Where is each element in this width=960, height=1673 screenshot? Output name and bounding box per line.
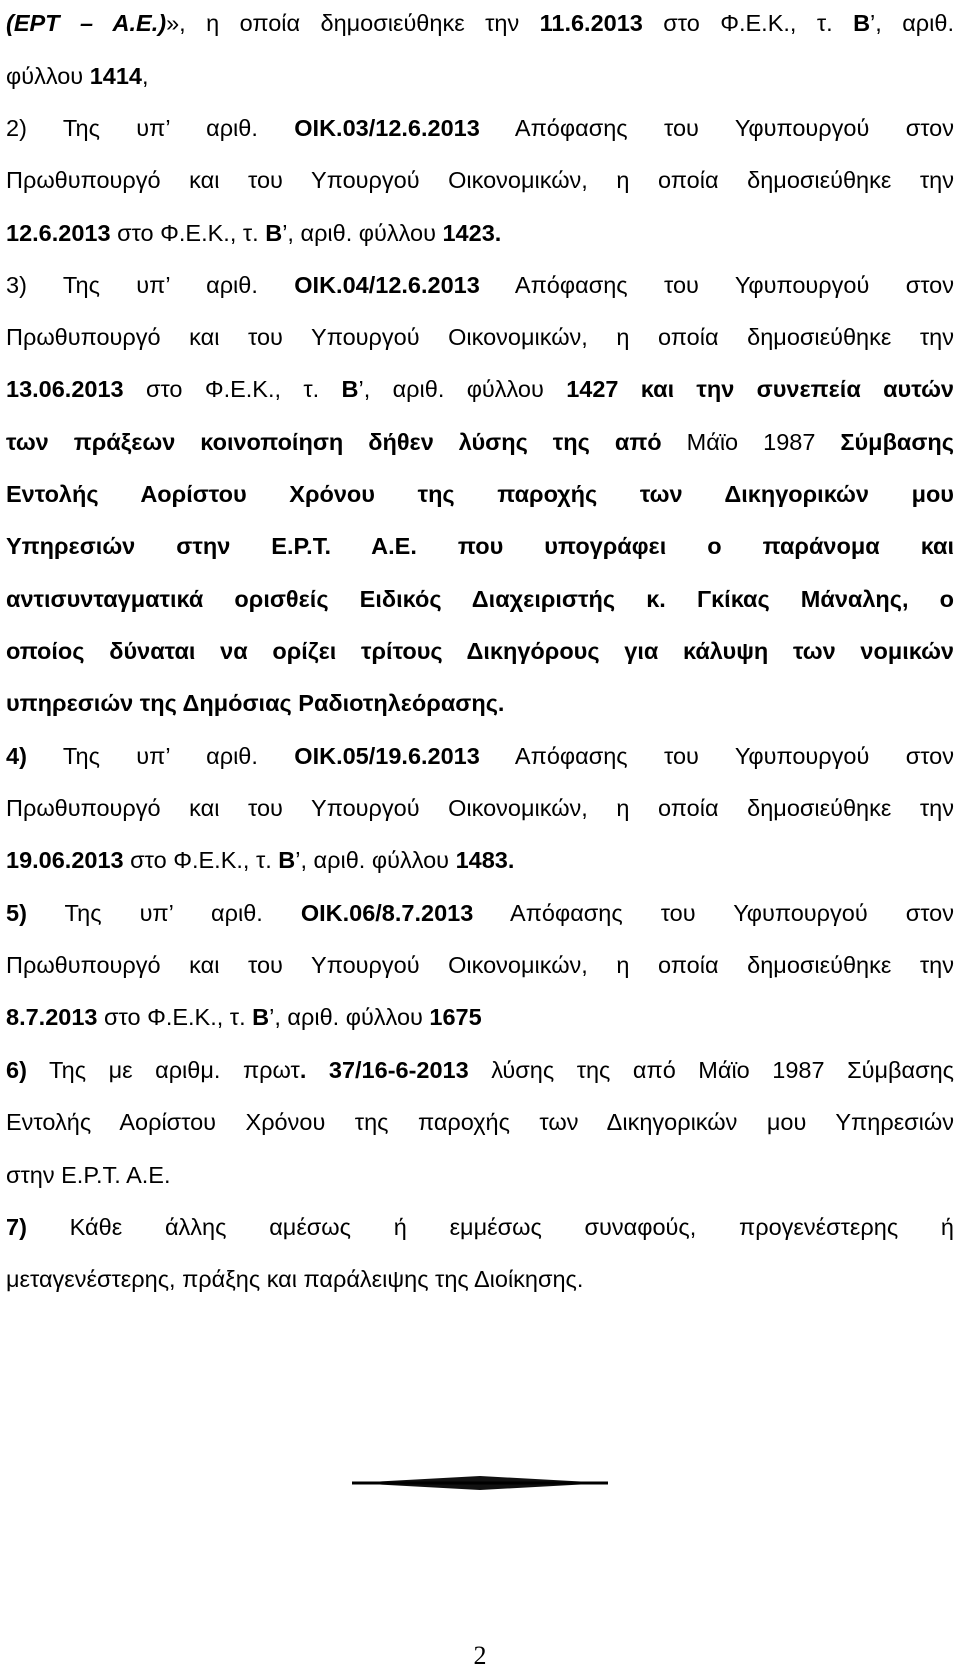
text-line-20: [6, 990, 954, 1044]
text-segment: 5): [6, 900, 27, 926]
text-segment: ΟΙΚ.04/12.6.2013: [294, 272, 480, 298]
text-line-11: [6, 519, 954, 573]
text-segment: Υπηρεσιών στην Ε.Ρ.Τ. Α.Ε. που υπογράφει ο παράνομα και: [6, 533, 954, 559]
text-line-3: [6, 101, 954, 155]
text-segment: Της υπ’ αριθ.: [26, 743, 295, 769]
text-segment: 1483.: [455, 847, 515, 873]
text-segment: 3) Της υπ’ αριθ.: [6, 272, 295, 298]
text-line-8: [6, 362, 954, 416]
text-segment: ΟΙΚ.05/19.6.2013: [294, 743, 480, 769]
text-segment: Πρωθυπουργό και του Υπουργού Οικονομικών, η οποία δημοσιεύθηκε την: [6, 167, 954, 193]
text-segment: ’, αριθ. φύλλου: [358, 376, 567, 402]
text-line-14: [6, 676, 954, 730]
text-segment: ,: [141, 63, 149, 89]
text-segment: 6): [6, 1057, 27, 1083]
text-segment: Της υπ’ αριθ.: [26, 900, 301, 926]
text-segment: 2) Της υπ’ αριθ.: [6, 115, 295, 141]
text-segment: Β: [278, 847, 296, 873]
text-line-19: [6, 938, 954, 992]
text-segment: 19.06.2013: [6, 847, 124, 873]
text-segment: αντισυνταγματικά ορισθείς Ειδικός Διαχειριστής κ. Γκίκας Μάναλης, ο: [6, 586, 954, 612]
text-segment: 13.06.2013: [6, 376, 124, 402]
text-segment: 7): [6, 1214, 27, 1240]
text-line-2: [6, 49, 954, 103]
text-segment: . 37/16-6-2013: [299, 1057, 469, 1083]
text-line-6: [6, 258, 954, 312]
text-segment: 1423.: [442, 220, 502, 246]
text-segment: Β: [853, 10, 871, 36]
text-segment: στο Φ.Ε.Κ., τ.: [97, 1004, 253, 1030]
text-line-25: [6, 1252, 954, 1306]
text-segment: Της με αριθμ. πρωτ: [26, 1057, 300, 1083]
text-line-10: [6, 467, 954, 521]
text-segment: οποίος δύναται να ορίζει τρίτους Δικηγόρους για κάλυψη των νομικών: [6, 638, 954, 664]
text-segment: Β: [265, 220, 283, 246]
text-segment: Β: [252, 1004, 270, 1030]
text-segment: 1427 και την συνεπεία αυτών: [566, 376, 954, 402]
text-segment: υπηρεσιών της Δημόσιας Ραδιοτηλεόρασης.: [6, 690, 505, 716]
text-line-5: [6, 206, 954, 260]
text-line-13: [6, 624, 954, 678]
text-segment: Εντολής Αορίστου Χρόνου της παροχής των Δικηγορικών μου Υπηρεσιών: [6, 1109, 954, 1135]
text-segment: 8.7.2013: [6, 1004, 98, 1030]
text-line-4: [6, 153, 954, 207]
text-segment: λύσης της από Μάϊο 1987 Σύμβασης: [468, 1057, 954, 1083]
text-segment: 12.6.2013: [6, 220, 111, 246]
text-segment: ’, αριθ. φύλλου: [282, 220, 443, 246]
text-line-21: [6, 1043, 954, 1097]
text-segment: ΟΙΚ.03/12.6.2013: [294, 115, 480, 141]
text-segment: 4): [6, 743, 27, 769]
text-segment: μεταγενέστερης, πράξης και παράλειψης της Διοίκησης.: [6, 1266, 584, 1292]
text-segment: Απόφασης του Υφυπουργού στον: [479, 743, 954, 769]
text-line-7: [6, 310, 954, 364]
text-segment: Απόφασης του Υφυπουργού στον: [479, 272, 954, 298]
text-line-18: [6, 886, 954, 940]
text-segment: 1675: [429, 1004, 482, 1030]
text-segment: Σύμβασης: [840, 429, 954, 455]
text-segment: 1414: [89, 63, 142, 89]
text-segment: », η οποία δημοσιεύθηκε την: [166, 10, 540, 36]
text-line-9: [6, 415, 954, 469]
text-line-15: [6, 729, 954, 783]
text-line-16: [6, 781, 954, 835]
text-segment: στο Φ.Ε.Κ., τ.: [110, 220, 266, 246]
text-segment: στο Φ.Ε.Κ., τ.: [123, 847, 279, 873]
text-line-23: [6, 1148, 954, 1202]
text-segment: Εντολής Αορίστου Χρόνου της παροχής των Δικηγορικών μου: [6, 481, 954, 507]
text-segment: Β: [341, 376, 359, 402]
text-segment: στο Φ.Ε.Κ., τ.: [642, 10, 854, 36]
text-segment: 11.6.2013: [539, 10, 643, 36]
text-segment: των πράξεων κοινοποίηση δήθεν λύσης της από: [6, 429, 687, 455]
text-segment: Πρωθυπουργό και του Υπουργού Οικονομικών, η οποία δημοσιεύθηκε την: [6, 795, 954, 821]
text-segment: Πρωθυπουργό και του Υπουργού Οικονομικών, η οποία δημοσιεύθηκε την: [6, 324, 954, 350]
text-segment: στο Φ.Ε.Κ., τ.: [123, 376, 342, 402]
text-line-1: [6, 0, 954, 50]
text-segment: ’, αριθ. φύλλου: [269, 1004, 430, 1030]
text-line-17: [6, 833, 954, 887]
text-segment: (ΕΡΤ – Α.Ε.): [6, 10, 167, 36]
text-segment: Μάϊο 1987: [686, 429, 841, 455]
text-segment: Πρωθυπουργό και του Υπουργού Οικονομικών, η οποία δημοσιεύθηκε την: [6, 952, 954, 978]
text-segment: στην Ε.Ρ.Τ. Α.Ε.: [6, 1162, 171, 1188]
section-divider-ornament: [352, 1472, 608, 1494]
text-segment: ΟΙΚ.06/8.7.2013: [300, 900, 474, 926]
text-segment: Απόφασης του Υφυπουργού στον: [479, 115, 954, 141]
text-segment: ’, αριθ.: [870, 10, 954, 36]
text-segment: Απόφασης του Υφυπουργού στον: [473, 900, 954, 926]
text-line-12: [6, 572, 954, 626]
page-number: 2: [473, 1641, 487, 1670]
text-line-22: [6, 1095, 954, 1149]
text-line-24: [6, 1200, 954, 1254]
text-segment: ’, αριθ. φύλλου: [295, 847, 456, 873]
text-segment: φύλλου: [6, 63, 90, 89]
text-segment: Κάθε άλλης αμέσως ή εμμέσως συναφούς, προγενέστερης ή: [26, 1214, 954, 1240]
